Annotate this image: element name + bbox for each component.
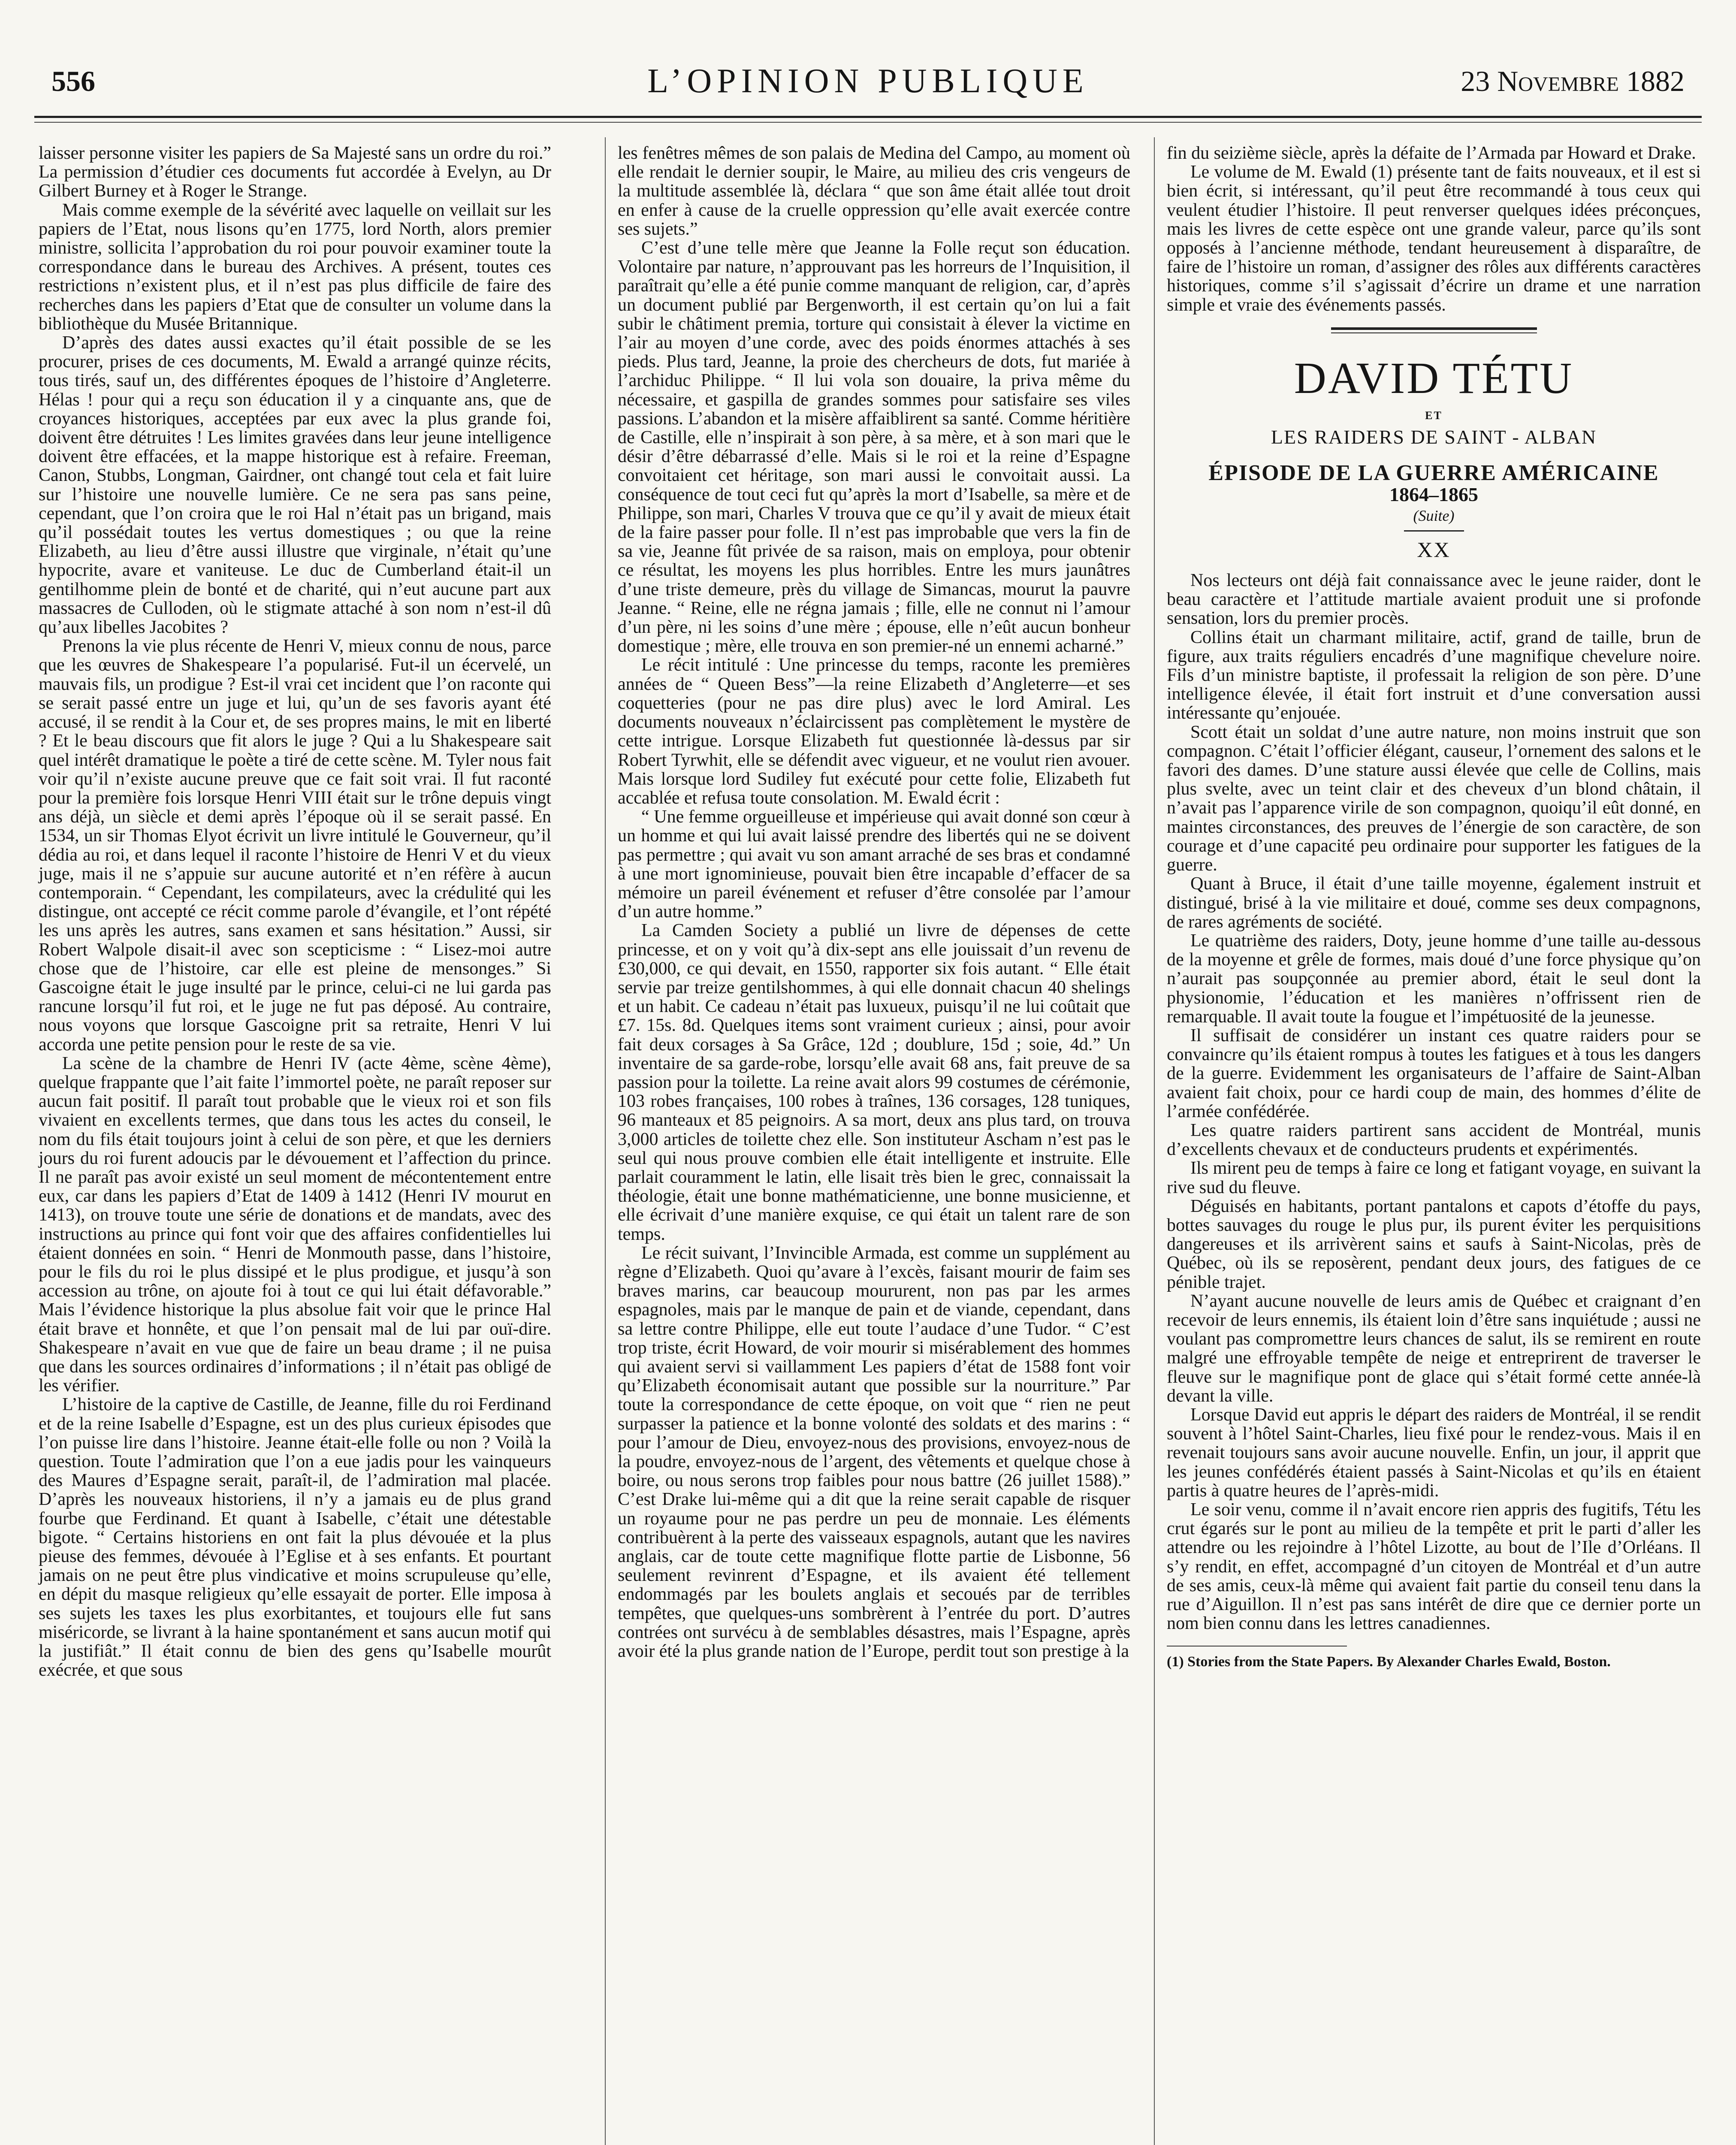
paragraph: Déguisés en habitants, portant pantalons et capots d’étoffe du pays, bottes sauvages du rouge le plus pur, ils purent éviter les perquisitions dangereuses et ils arrivèrent sains et saufs à Saint-Nicolas, près de Québec, où ils se reposèrent, pendant deux jours, des fatigues de ce pénible trajet.	[1167, 1196, 1701, 1292]
column-1	[39, 144, 551, 1680]
newspaper-title: L’OPINION PUBLIQUE	[647, 62, 1089, 100]
article-continued-note: (Suite)	[1413, 507, 1455, 524]
paragraph: Scott était un soldat d’une autre nature, non moins instruit que son compagnon. C’était l’officier élégant, causeur, l’ornement des salons et le favori des dames. D’une stature aussi élevée que celle de Collins, mais plus svelte, avec un teint clair et des cheveux d’un blond châtain, il n’avait pas l’apparence virile de son compagnon, quoiqu’il eût donné, en maintes circonstances, des preuves de l’énergie de son caractère, de son courage et d’une capacité peu ordinaire pour supporter les fatigues de la guerre.	[1167, 722, 1701, 875]
paragraph: les fenêtres mêmes de son palais de Medina del Campo, au moment où elle rendait le dernier soupir, le Maire, au milieu des cris vengeurs de la multitude assemblée là, déclara “ que son âme était allée tout droit en enfer à cause de la cruelle oppression qu’elle avait exercée contre ses sujets.”	[618, 143, 1130, 239]
column-divider-2	[1154, 137, 1155, 2145]
paragraph: Nos lecteurs ont déjà fait connaissance avec le jeune raider, dont le beau caractère et l’attitude martiale avaient produit une si profonde sensation, lors du premier procès.	[1167, 571, 1701, 628]
column-3	[1167, 144, 1701, 1671]
paragraph: Le quatrième des raiders, Doty, jeune homme d’une taille au-dessous de la moyenne et grêle de formes, mais doué d’une force physique qu’on n’aurait pas soupçonnée au premier abord, était le seul dont la physionomie, l’éducation et les manières n’offrissent rien de remarquable. Il avait toute la fougue et l’impétuosité de la jeunesse.	[1167, 931, 1701, 1027]
paragraph: L’histoire de la captive de Castille, de Jeanne, fille du roi Ferdinand et de la reine Isabelle d’Espagne, est un des plus curieux épisodes que l’on puisse lire dans l’histoire. Jeanne était-elle folle ou non ? Voilà la question. Toute l’admiration que l’on a eue jadis pour les vainqueurs des Maures d’Espagne serait, paraît-il, de l’admiration mal placée. D’après les nouveaux historiens, il n’y a jamais eu de plus grand fourbe que Ferdinand. Et quant à Isabelle, c’était une détestable bigote. “ Certains historiens en ont fait la plus dévouée et la plus pieuse des femmes, dévouée à l’Eglise et à ses enfants. Et pourtant jamais on ne peut être plus vindicative et moins scrupuleuse qu’elle, en dépit du masque religieux qu’elle essayait de porter. Elle imposa à ses sujets les taxes les plus exorbitantes, et toujours elle fut sans miséricorde, se livrant à la haine spontanément et sans aucun motif qui la justifiât.” Il était connu de bien des gens qu’Isabelle mourût exécrée, et que sous	[39, 1395, 551, 1680]
masthead	[34, 64, 1702, 116]
paragraph: Collins était un charmant militaire, actif, grand de taille, brun de figure, aux traits réguliers encadrés d’une magnifique chevelure noire. Fils d’un ministre baptiste, il professait la religion de son père. D’une intelligence élevée, il était fort instruit et d’une conversation aussi intéressante qu’enjouée.	[1167, 627, 1701, 723]
paragraph: Quant à Bruce, il était d’une taille moyenne, également instruit et distingué, brisé à la vie militaire et doué, comme ses deux compagnons, de rares agréments de société.	[1167, 874, 1701, 932]
article-episode-heading: ÉPISODE DE LA GUERRE AMÉRICAINE	[1208, 461, 1659, 486]
paragraph: laisser personne visiter les papiers de Sa Majesté sans un ordre du roi.” La permission d’étudier ces documents fut accordée à Evelyn, au Dr Gilbert Burney et à Roger le Strange.	[39, 143, 551, 201]
quote-paragraph: “ Une femme orgueilleuse et impérieuse qui avait donné son cœur à un homme et qui lui avait laissé prendre des libertés qui ne se doivent pas permettre ; qui avait vu son amant arraché de ses bras et condamné à une mort ignominieuse, pouvait bien être incapable d’effacer de sa mémoire un pareil événement et refuser d’être consolée par l’amour d’un autre homme.”	[618, 807, 1130, 922]
page-number: 556	[51, 65, 95, 97]
column-divider-1	[605, 137, 606, 2145]
article-title-conjunction: ET	[1425, 409, 1443, 422]
paragraph: Il suffisait de considérer un instant ces quatre raiders pour se convaincre qu’ils étaient rompus à toutes les fatigues et à tous les dangers de la guerre. Evidemment les organisateurs de l’affaire de Saint-Alban avaient fait choix, pour ce hardi coup de main, des hommes d’élite de l’armée confédérée.	[1167, 1025, 1701, 1121]
paragraph: C’est d’une telle mère que Jeanne la Folle reçut son éducation. Volontaire par nature, n’approuvant pas les horreurs de l’Inquisition, il paraîtrait qu’elle a été punie comme manquant de religion, car, d’après un document publié par Bergenworth, il est certain qu’on lui a fait subir le châtiment premia, torture qui consistait à élever la victime en l’air au moyen d’une corde, avec des poids énormes attachés à ses pieds. Plus tard, Jeanne, la proie des chercheurs de dots, fut mariée à l’archiduc Philippe. “ Il lui vola son douaire, la priva même du nécessaire, et gaspilla de grandes sommes pour satisfaire ses viles passions. L’abandon et la misère affaiblirent sa santé. Comme héritière de Castille, elle n’inspirait à son père, à sa mère, et à son mari que le désir d’être débarrassé d’elle. Mais si le roi et la reine d’Espagne convoitaient cet héritage, son mari aussi le convoitait aussi. La conséquence de tout ceci fut qu’après la mort d’Isabelle, sa mère et de Philippe, son mari, Charles V trouva que ce qu’il y avait de mieux était de la faire passer pour folle. Il n’est pas improbable que vers la fin de sa vie, Jeanne fût privée de sa raison, mais on employa, pour obtenir ce résultat, les moyens les plus horribles. Entre les murs jaunâtres d’une triste demeure, près du village de Simancas, mourut la pauvre Jeanne. “ Reine, elle ne régna jamais ; fille, elle ne connut ni l’amour d’un père, ni les soins d’une mère ; épouse, elle n’eût aucun bonheur domestique ; mère, elle trouva en son premier-né un ennemi acharné.”	[618, 238, 1130, 656]
footnote-rule	[1167, 1646, 1347, 1647]
issue-date: 23 Novembre 1882	[1461, 65, 1685, 97]
article-title: DAVID TÉTU	[1294, 353, 1574, 403]
paragraph: Le récit suivant, l’Invincible Armada, est comme un supplément au règne d’Elizabeth. Quoi qu’avare à l’excès, faisant mourir de faim ses braves marins, car beaucoup moururent, non pas par les armes espagnoles, mais par le manque de pain et de viande, cependant, dans sa lettre contre Philippe, elle eut toute l’audace d’une Tudor. “ C’est trop triste, écrit Howard, de voir mourir si misérablement des hommes qui avaient servi si vaillamment Les papiers d’état de 1588 font voir qu’Elizabeth économisait autant que possible sur la nourriture.” Par toute la correspondance de cette époque, on voit que “ rien ne peut surpasser la patience et la bonne volonté des soldats et des marins : “ pour l’amour de Dieu, envoyez-nous des provisions, envoyez-nous de la poudre, envoyez-nous de l’argent, des vêtements et quelque chose à boire, ou nous serons trop faibles pour nous battre (26 juillet 1588).” C’est Drake lui-même qui a dit que la reine serait capable de risquer un royaume pour ne pas perdre un peu de monnaie. Les éléments contribuèrent à la perte des vaisseaux espagnols, autant que les navires anglais, car de toute cette magnifique flotte partie de Lisbonne, 56 seulement revinrent d’Espagne, et ils avaient été tellement endommagés par les boulets anglais et secoués par de terribles tempêtes, que quelques-uns sombrèrent à l’entrée du port. D’autres contrées ont survécu à de semblables désastres, mais l’Espagne, après avoir été la plus grande nation de l’Europe, perdit tout son prestige à la	[618, 1243, 1130, 1662]
paragraph: Les quatre raiders partirent sans accident de Montréal, munis d’excellents chevaux et de conducteurs prudents et expérimentés.	[1167, 1120, 1701, 1160]
paragraph: N’ayant aucune nouvelle de leurs amis de Québec et craignant d’en recevoir de leurs ennemis, ils étaient loin d’être sans inquiétude ; aussi ne voulant pas compromettre leurs chances de salut, ils se remirent en route malgré une effroyable tempête de neige et entreprirent de traverser le fleuve sur le magnifique pont de glace qui s’était formé cette année-là devant la ville.	[1167, 1291, 1701, 1406]
article-years: 1864–1865	[1389, 483, 1478, 506]
paragraph: La scène de la chambre de Henri IV (acte 4ème, scène 4ème), quelque frappante que l’ait faite l’immortel poète, ne paraît reposer sur aucun fait positif. Il paraît tout probable que le vieux roi et son fils vivaient en excellents termes, que dans tous les actes du conseil, le nom du fils était toujours joint à celui de son père, et que les derniers jours du roi furent adoucis par le dévouement et l’affection du prince. Il ne paraît pas avoir existé un seul moment de mécontentement entre eux, car dans les papiers d’Etat de 1409 à 1412 (Henri IV mourut en 1413), on trouve toute une série de donations et de mandats, avec des instructions au prince qui font voir que des affaires confidentielles lui étaient données en soin. “ Henri de Monmouth passe, dans l’histoire, pour le fils du roi le plus dissipé et le plus prodigue, et jusqu’à son accession au trône, on ajoute foi à tout ce qui lui était défavorable.” Mais l’évidence historique la plus absolue fait voir que le prince Hal était brave et honnête, et que l’on pensait mal de lui par ouï-dire. Shakespeare n’avait en vue que de faire un beau drame ; il ne puisa que dans les sources ordinaires d’informations ; il n’était pas obligé de les vérifier.	[39, 1053, 551, 1396]
paragraph: Prenons la vie plus récente de Henri V, mieux connu de nous, parce que les œuvres de Shakespeare l’a popularisé. Fut-il un écervelé, un mauvais fils, un prodigue ? Est-il vrai cet incident que l’on raconte qui se serait passé entre un juge et lui, qu’un de ses favoris ayant été accusé, il se rendit à la Cour et, de ses propres mains, le mit en liberté ? Et le beau discours que fit alors le juge ? Qui a lu Shakespeare sait quel intérêt dramatique le poète a tiré de cette scène. M. Tyler nous fait voir qu’il n’existe aucune preuve que ce fait soit vrai. Il fut raconté pour la première fois lorsque Henri VIII était sur le trône depuis vingt ans déjà, un siècle et demi après l’époque où il se serait passé. En 1534, un sir Thomas Elyot écrivit un livre intitulé le Gouverneur, qu’il dédia au roi, et dans lequel il raconte l’histoire de Henri V et du vieux juge, mais il ne s’appuie sur aucune autorité et n’en réfère à aucun contemporain. “ Cependant, les compilateurs, avec la crédulité qui les distingue, ont accepté ce récit comme parole d’évangile, et l’ont répété les uns après les autres, sans examen et sans hésitation.” Aussi, sir Robert Walpole disait-il avec son scepticisme : “ Lisez-moi autre chose que de l’histoire, car elle est pleine de mensonges.” Si Gascoigne était le juge insulté par le prince, celui-ci ne lui garda pas rancune lorsqu’il fut roi, et le juge ne fut pas déposé. Au contraire, nous voyons que lorsque Gascoigne prit sa retraite, Henri V lui accorda une petite pension pour le reste de sa vie.	[39, 636, 551, 1054]
paragraph: Mais comme exemple de la sévérité avec laquelle on veillait sur les papiers de l’Etat, nous lisons qu’en 1775, lord North, alors premier ministre, sollicita l’approbation du roi pour pouvoir examiner toute la correspondance dans le bureau des Archives. A présent, toutes ces restrictions n’existent plus, et il n’est pas plus difficile de faire des recherches dans les papiers d’Etat que de consulter un volume dans la bibliothèque du Musée Britannique.	[39, 200, 551, 334]
paragraph: Le récit intitulé : Une princesse du temps, raconte les premières années de “ Queen Bess”—la reine Elizabeth d’Angleterre—et ses coquetteries (pour ne pas dire plus) avec le lord Amiral. Les documents nouveaux n’éclaircissent pas complètement le mystère de cette intrigue. Lorsque Elizabeth fut questionnée là-dessus par sir Robert Tyrwhit, elle se défendit avec vigueur, et ne voulut rien avouer. Mais lorsque lord Sudiley fut exécuté pour cette folie, Elizabeth fut accablée et refusa toute consolation. M. Ewald écrit :	[618, 655, 1130, 808]
chapter-number: XX	[1417, 537, 1451, 562]
paragraph: La Camden Society a publié un livre de dépenses de cette princesse, et on y voit qu’à dix-sept ans elle jouissait d’un revenu de £30,000, ce qui devait, en 1550, rapporter six fois autant. “ Elle était servie par treize gentilshommes, à qui elle donnait chacun 40 shelings et un habit. Ce cadeau n’était pas luxueux, puisqu’il ne lui coûtait que £7. 15s. 8d. Quelques items sont vraiment curieux ; ainsi, pour avoir fait deux corsages à Sa Grâce, 12d ; doublure, 15d ; soie, 4d.” Un inventaire de sa garde-robe, lorsqu’elle avait 68 ans, fait preuve de sa passion pour la toilette. La reine avait alors 99 costumes de cérémonie, 103 robes françaises, 100 robes à traînes, 136 corsages, 128 tuniques, 96 manteaux et 85 peignoirs. A sa mort, deux ans plus tard, on trouva 3,000 articles de toilette chez elle. Son instituteur Ascham n’est pas le seul qui nous prouve combien elle était intelligente et instruite. Elle parlait couramment le latin, elle lisait très bien le grec, connaissait la théologie, était une bonne mathématicienne, une bonne musicienne, et elle écrivait d’une manière exquise, ce qui était un talent rare de son temps.	[618, 921, 1130, 1244]
header-rule-thin	[34, 122, 1702, 123]
paragraph: Lorsque David eut appris le départ des raiders de Montréal, il se rendit souvent à l’hôtel Saint-Charles, lieu fixé pour le rendez-vous. Mais il en revenait toujours sans avoir aucune nouvelle. Enfin, un jour, il apprit que les jeunes confédérés étaient passés à Saint-Nicolas et qu’ils en étaient partis à quatre heures de l’après-midi.	[1167, 1405, 1701, 1501]
footnote: (1) Stories from the State Papers. By Alexander Charles Ewald, Boston.	[1167, 1654, 1611, 1670]
header-rule	[34, 116, 1702, 118]
section-divider	[1331, 327, 1537, 333]
paragraph: D’après des dates aussi exactes qu’il était possible de se les procurer, prises de ces documents, M. Ewald a arrangé quinze récits, tous tirés, sauf un, des différentes époques de l’histoire d’Angleterre. Hélas ! pour qui a reçu son éducation il y a cinquante ans, que de croyances historiques, acceptées par eux avec la plus grande foi, doivent être détruites ! Les limites gravées dans leur jeune intelligence doivent être effacées, et la mappe historique est à refaire. Freeman, Canon, Stubbs, Longman, Gairdner, ont changé tout cela et fait luire sur l’histoire une nouvelle lumière. Ce ne sera pas sans peine, cependant, que l’on croira que le roi Hal n’était pas un brigand, mais qu’il possédait toutes les vertus domestiques ; ou que la reine Elizabeth, au lieu d’être aussi illustre que virginale, n’était qu’une hypocrite, avare et vaniteuse. Le duc de Cumberland était-il un gentilhomme plein de bonté et de charité, qui n’eut aucune part aux massacres de Culloden, où le stigmate attaché à son nom n’est-il dû qu’aux libelles Jacobites ?	[39, 333, 551, 637]
article-subtitle: LES RAIDERS DE SAINT - ALBAN	[1271, 426, 1597, 448]
paragraph: Le volume de M. Ewald (1) présente tant de faits nouveaux, et il est si bien écrit, si intéressant, qu’il peut être recommandé à tous ceux qui veulent étudier l’histoire. Il peut renverser quelques idées préconçues, mais les livres de cette espèce ont une grande valeur, parce qu’ils sont opposés à l’ancienne méthode, tendant heureusement à disparaître, de faire de l’histoire un roman, d’assigner des rôles aux différents caractères historiques, comme s’il s’agissait d’écrire un drame et une narration simple et vraie des événements passés.	[1167, 162, 1701, 315]
short-divider	[1404, 530, 1464, 532]
column-2	[618, 144, 1130, 1661]
paragraph: fin du seizième siècle, après la défaite de l’Armada par Howard et Drake.	[1167, 143, 1696, 163]
paragraph: Le soir venu, comme il n’avait encore rien appris des fugitifs, Tétu les crut égarés sur le pont au milieu de la tempête et prit le parti d’aller les attendre ou les rejoindre à l’hôtel Lizotte, au bout de l’Ile d’Orléans. Il s’y rendit, en effet, accompagné d’un citoyen de Montréal et d’un autre de ses amis, ceux-là même qui avaient fait partie du conseil tenu dans la rue d’Aiguillon. Il n’est pas sans intérêt de dire que ce dernier porte un nom bien connu dans les lettres canadiennes.	[1167, 1500, 1701, 1634]
paragraph: Ils mirent peu de temps à faire ce long et fatigant voyage, en suivant la rive sud du fleuve.	[1167, 1158, 1701, 1197]
